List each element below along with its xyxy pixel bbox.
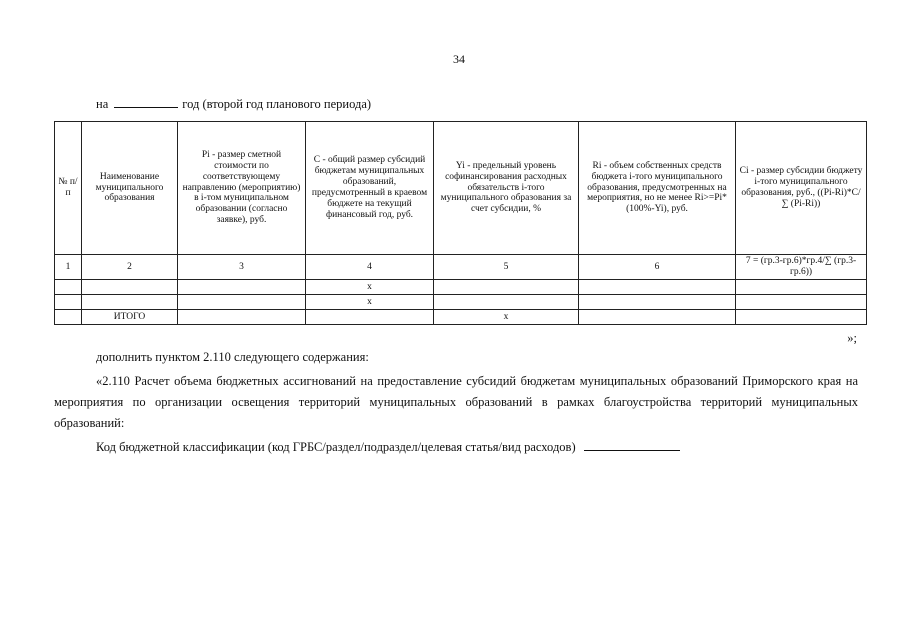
period-suffix: год (второй год планового периода) (182, 97, 372, 111)
header-cell: Наименование муниципального образования (82, 122, 178, 255)
table-cell (55, 295, 82, 310)
table-cell (82, 280, 178, 295)
index-cell: 1 (55, 255, 82, 280)
total-cell (306, 310, 434, 325)
total-cell (178, 310, 306, 325)
table-cell (736, 280, 867, 295)
budget-code-blank (584, 439, 680, 451)
index-cell: 7 = (гр.3-гр.6)*гр.4/∑ (гр.3-гр.6)) (736, 255, 867, 280)
header-cell: Ri - объем собственных средств бюджета i-того муниципального образования, предусмотренных на мероприятия, но не менее Ri>=Pi*(100%-Yi), руб. (579, 122, 736, 255)
header-cell: Yi - предельный уровень софинансирования расходных обязательств i-того муниципального образования за счет субсидии, % (434, 122, 579, 255)
period-line (96, 96, 371, 112)
total-row (55, 310, 867, 325)
table-cell (178, 280, 306, 295)
table-header-row (55, 122, 867, 255)
clause-2-110-paragraph: «2.110 Расчет объема бюджетных ассигнований на предоставление субсидий бюджетам муниципальных образований Приморского края на мероприятия по организации освещения территорий муниципальных образований в рамках благоустройства территорий муниципальных образований: (54, 374, 858, 430)
column-index-row (55, 255, 867, 280)
header-cell: Ci - размер субсидии бюджету i-того муниципального образования, руб., ((Pi-Ri)*C/∑ (Pi-Ri)) (736, 122, 867, 255)
budget-code-label: Код бюджетной классификации (код ГРБС/раздел/подраздел/целевая статья/вид расходов) (96, 440, 576, 454)
period-prefix: на (96, 97, 109, 111)
index-cell: 4 (306, 255, 434, 280)
header-cell: С - общий размер субсидий бюджетам муниципальных образований, предусмотренный в краевом бюджете на текущий финансовый год, руб. (306, 122, 434, 255)
index-cell: 2 (82, 255, 178, 280)
index-cell: 5 (434, 255, 579, 280)
table-cell (82, 295, 178, 310)
index-cell: 3 (178, 255, 306, 280)
intro-paragraph: дополнить пунктом 2.110 следующего содержания: (96, 350, 369, 364)
table-cell (579, 280, 736, 295)
subsidy-calculation-table (54, 121, 867, 325)
table-cell: x (306, 295, 434, 310)
header-cell: Pi - размер сметной стоимости по соответствующему направлению (мероприятию) в i-том муниципальном образовании (согласно заявке), руб. (178, 122, 306, 255)
table-cell (55, 280, 82, 295)
table-cell (178, 295, 306, 310)
table-cell (579, 295, 736, 310)
index-cell: 6 (579, 255, 736, 280)
year-blank-line (114, 96, 178, 108)
table-row (55, 280, 867, 295)
total-cell (736, 310, 867, 325)
total-cell (55, 310, 82, 325)
total-label: ИТОГО (82, 310, 178, 325)
table-cell (434, 280, 579, 295)
total-cell: x (434, 310, 579, 325)
table-cell (736, 295, 867, 310)
budget-code-line (96, 438, 680, 457)
page-number: 34 (453, 52, 465, 66)
table-cell: x (306, 280, 434, 295)
header-cell: № п/п (55, 122, 82, 255)
table-row (55, 295, 867, 310)
table-cell (434, 295, 579, 310)
closing-quote-mark: »; (847, 331, 857, 345)
total-cell (579, 310, 736, 325)
